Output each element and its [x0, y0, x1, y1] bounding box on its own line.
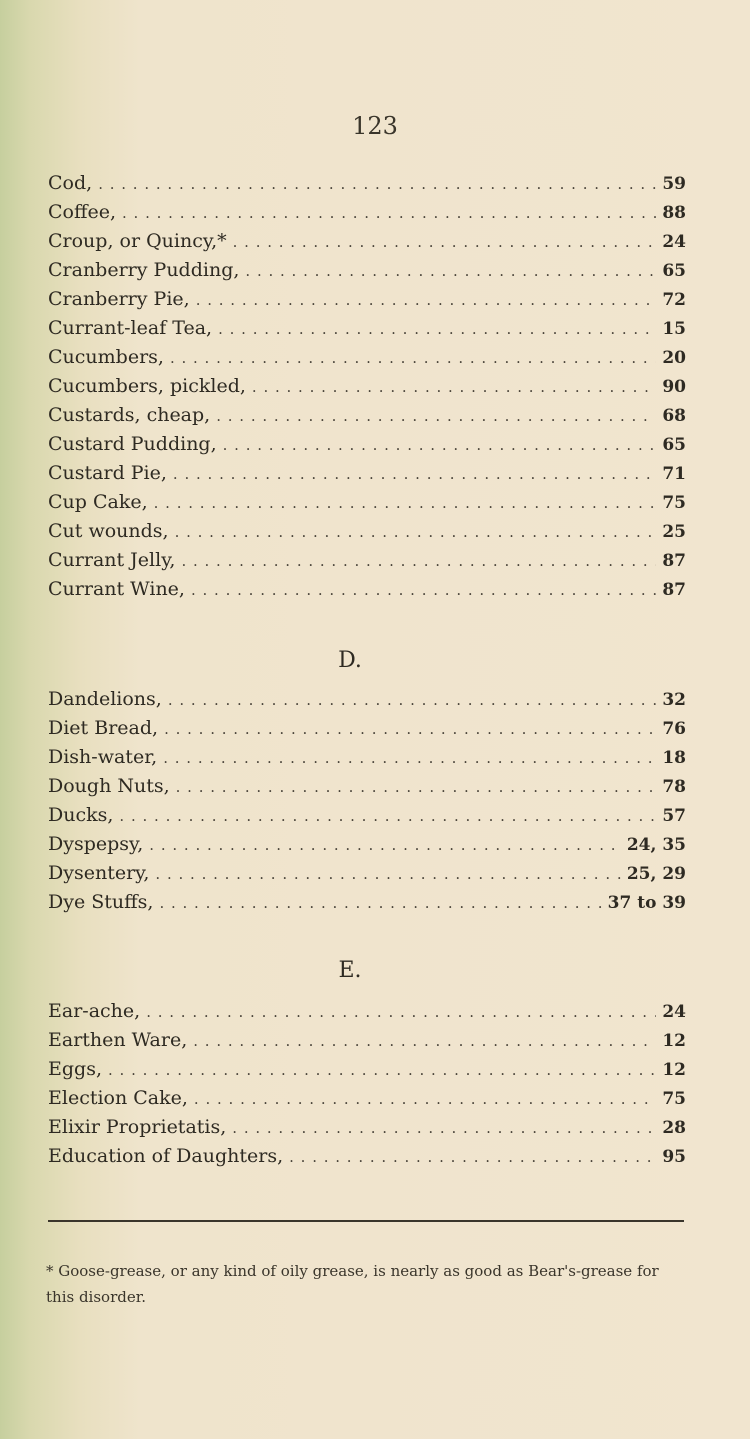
entry-page-number: 76: [662, 719, 686, 739]
index-entry: [48, 491, 686, 520]
entry-page-number: 37 to 39: [607, 893, 686, 913]
index-entry: [48, 688, 686, 717]
entry-name: Currant Wine,: [48, 578, 185, 600]
dot-leader: [181, 552, 656, 570]
entry-name: Dye Stuffs,: [48, 891, 154, 913]
dot-leader: [154, 494, 657, 512]
entry-name: Dough Nuts,: [48, 775, 170, 797]
index-entry: [48, 375, 686, 404]
index-entry: [48, 549, 686, 578]
dot-leader: [119, 807, 656, 825]
dot-leader: [233, 233, 657, 251]
dot-leader: [164, 720, 656, 738]
entry-name: Dysentery,: [48, 862, 150, 884]
entry-name: Dandelions,: [48, 688, 162, 710]
entry-name: Ear-ache,: [48, 1000, 141, 1022]
dot-leader: [170, 349, 656, 367]
entry-page-number: 57: [662, 806, 686, 826]
section-heading-d: D.: [338, 648, 362, 673]
dot-leader: [155, 865, 620, 883]
entry-page-number: 90: [662, 377, 686, 397]
index-entry: [48, 862, 686, 891]
index-entry: [48, 578, 686, 607]
entry-page-number: 59: [662, 174, 686, 194]
entry-name: Cod,: [48, 172, 93, 194]
entry-page-number: 75: [662, 1089, 686, 1109]
dot-leader: [252, 378, 656, 396]
entry-name: Custard Pudding,: [48, 433, 217, 455]
entry-name: Dyspepsy,: [48, 833, 144, 855]
entry-page-number: 75: [662, 493, 686, 513]
dot-leader: [149, 836, 621, 854]
index-entry: [48, 775, 686, 804]
entry-name: Diet Bread,: [48, 717, 159, 739]
index-entry: [48, 433, 686, 462]
entry-name: Cranberry Pudding,: [48, 259, 240, 281]
dot-leader: [159, 894, 601, 912]
entry-page-number: 65: [662, 435, 686, 455]
entry-page-number: 25: [662, 522, 686, 542]
index-entry: [48, 1116, 686, 1145]
index-entry: [48, 1058, 686, 1087]
entry-page-number: 18: [662, 748, 686, 768]
entry-name: Cucumbers,: [48, 346, 164, 368]
dot-leader: [223, 436, 657, 454]
footnote-rule: [48, 1220, 684, 1222]
dot-leader: [176, 778, 657, 796]
index-entry: [48, 259, 686, 288]
dot-leader: [98, 175, 656, 193]
dot-leader: [191, 581, 656, 599]
entry-page-number: 28: [662, 1118, 686, 1138]
index-entry: [48, 804, 686, 833]
dot-leader: [218, 320, 656, 338]
index-entry: [48, 1145, 686, 1174]
entry-page-number: 71: [662, 464, 686, 484]
dot-leader: [173, 465, 656, 483]
dot-leader: [163, 749, 656, 767]
dot-leader: [146, 1003, 656, 1021]
dot-leader: [216, 407, 656, 425]
entry-name: Earthen Ware,: [48, 1029, 188, 1051]
entry-page-number: 87: [662, 580, 686, 600]
entry-name: Croup, or Quincy,*: [48, 230, 227, 252]
index-entry: [48, 230, 686, 259]
dot-leader: [232, 1119, 656, 1137]
entry-page-number: 24: [662, 1002, 686, 1022]
entry-name: Currant Jelly,: [48, 549, 176, 571]
index-entry: [48, 201, 686, 230]
dot-leader: [175, 523, 657, 541]
entry-page-number: 65: [662, 261, 686, 281]
index-entry: [48, 746, 686, 775]
dot-leader: [196, 291, 657, 309]
entry-name: Cut wounds,: [48, 520, 169, 542]
index-entry: [48, 172, 686, 201]
entry-page-number: 20: [662, 348, 686, 368]
entry-name: Elixir Proprietatis,: [48, 1116, 227, 1138]
entry-page-number: 87: [662, 551, 686, 571]
entry-page-number: 72: [662, 290, 686, 310]
index-entry: [48, 1087, 686, 1116]
entry-page-number: 95: [662, 1147, 686, 1167]
entry-name: Custards, cheap,: [48, 404, 211, 426]
index-entry: [48, 1029, 686, 1058]
entry-page-number: 32: [662, 690, 686, 710]
index-entry: [48, 317, 686, 346]
entry-page-number: 25, 29: [626, 864, 686, 884]
entry-page-number: 88: [662, 203, 686, 223]
entry-name: Dish-water,: [48, 746, 158, 768]
index-entry: [48, 891, 686, 920]
index-entry: [48, 520, 686, 549]
entry-name: Education of Daughters,: [48, 1145, 284, 1167]
entry-page-number: 12: [662, 1031, 686, 1051]
entry-name: Currant-leaf Tea,: [48, 317, 213, 339]
section-heading-e: E.: [338, 958, 362, 983]
dot-leader: [193, 1032, 656, 1050]
entry-page-number: 24: [662, 232, 686, 252]
entry-name: Election Cake,: [48, 1087, 188, 1109]
index-entry: [48, 833, 686, 862]
entry-page-number: 15: [662, 319, 686, 339]
page-number: 123: [352, 112, 398, 140]
dot-leader: [168, 691, 657, 709]
index-entry: [48, 404, 686, 433]
index-entry: [48, 1000, 686, 1029]
dot-leader: [108, 1061, 656, 1079]
entry-page-number: 78: [662, 777, 686, 797]
dot-leader: [245, 262, 656, 280]
footnote: * Goose-grease, or any kind of oily grease, is nearly as good as Bear's-grease for this disorder.: [46, 1262, 659, 1306]
entry-page-number: 68: [662, 406, 686, 426]
index-entry: [48, 288, 686, 317]
index-entry: [48, 462, 686, 491]
entry-page-number: 12: [662, 1060, 686, 1080]
entry-name: Cranberry Pie,: [48, 288, 190, 310]
entry-name: Cup Cake,: [48, 491, 148, 513]
entry-name: Ducks,: [48, 804, 114, 826]
entry-name: Eggs,: [48, 1058, 102, 1080]
entry-name: Coffee,: [48, 201, 117, 223]
dot-leader: [194, 1090, 656, 1108]
entry-page-number: 24, 35: [626, 835, 686, 855]
index-entry: [48, 346, 686, 375]
entry-name: Custard Pie,: [48, 462, 167, 484]
entry-name: Cucumbers, pickled,: [48, 375, 246, 397]
dot-leader: [289, 1148, 656, 1166]
index-entry: [48, 717, 686, 746]
dot-leader: [122, 204, 656, 222]
